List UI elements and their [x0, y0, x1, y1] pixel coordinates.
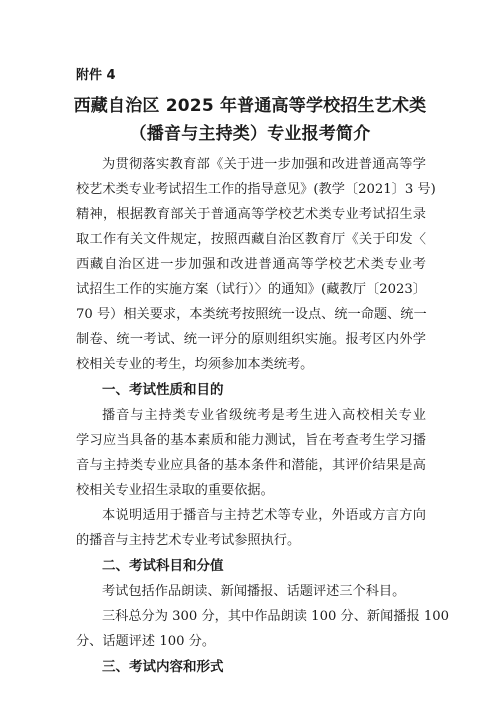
section1-line: 播音与主持类专业省级统考是考生进入高校相关专业 [102, 408, 426, 423]
intro-line: 制卷、统一考试、统一评分的原则组织实施。报考区内外学 [76, 332, 426, 347]
intro-line: 校艺术类专业考试招生工作的指导意见》(教学〔2021〕3 号) [76, 182, 436, 197]
section2-line: 分、话题评述 100 分。 [76, 634, 216, 649]
annex-label: 附件 4 [76, 68, 116, 83]
section1-line: 音与主持类专业应具备的基本条件和潜能，其评价结果是高 [76, 458, 426, 473]
intro-line: 70 号）相关要求，本类统考按照统一设点、统一命题、统一 [76, 307, 427, 322]
section2-line: 考试包括作品朗读、新闻播报、话题评述三个科目。 [102, 584, 406, 599]
section1-line: 本说明适用于播音与主持艺术等专业，外语或方言方向 [102, 508, 426, 523]
intro-line: 西藏自治区进一步加强和改进普通高等学校艺术类专业考 [76, 257, 426, 272]
section-heading-2: 二、考试科目和分值 [102, 558, 224, 574]
document-title-line-1: 西藏自治区 2025 年普通高等学校招生艺术类 [73, 96, 427, 116]
intro-line: 精神，根据教育部关于普通高等学校艺术类专业考试招生录 [76, 207, 426, 222]
section1-line: 校相关专业招生录取的重要依据。 [76, 483, 274, 498]
intro-line: 取工作有关文件规定，按照西藏自治区教育厅《关于印发〈 [76, 232, 426, 247]
document-title-line-2: （播音与主持类）专业报考简介 [129, 124, 371, 144]
section1-line: 的播音与主持艺术专业考试参照执行。 [76, 533, 301, 548]
section2-line: 三科总分为 300 分，其中作品朗读 100 分、新闻播报 100 [102, 609, 450, 624]
section-heading-3: 三、考试内容和形式 [102, 659, 224, 675]
section1-line: 学习应当具备的基本素质和能力测试，旨在考查考生学习播 [76, 433, 426, 448]
intro-line: 校相关专业的考生，均须参加本类统考。 [76, 357, 314, 372]
intro-line: 为贯彻落实教育部《关于进一步加强和改进普通高等学 [102, 157, 426, 172]
section-heading-1: 一、考试性质和目的 [102, 382, 224, 398]
intro-line: 试招生工作的实施方案（试行）〉的通知》(藏教厅〔2023〕 [76, 282, 426, 297]
